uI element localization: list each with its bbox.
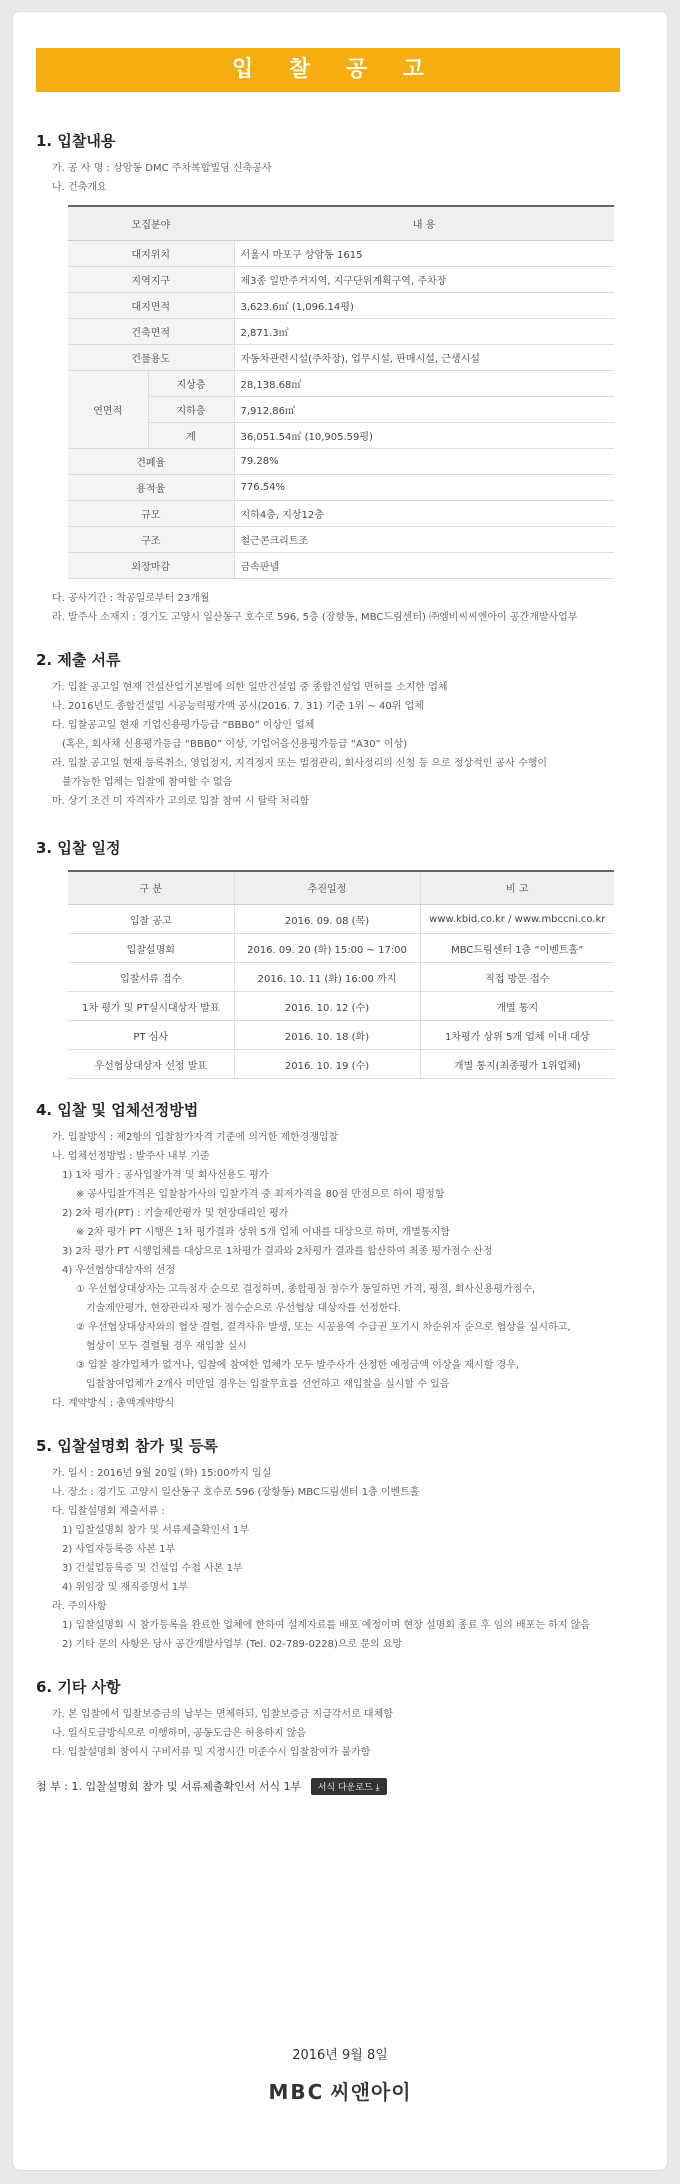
attachment-line <box>36 1778 632 1795</box>
list-item: 협상이 모두 결렬될 경우 재입찰 실시 <box>86 1341 247 1352</box>
table-row <box>68 370 614 396</box>
row-value: 776.54% <box>234 474 614 500</box>
section-schedule <box>36 837 632 1080</box>
list-item: 다. 입찰공고일 현재 기업신용평가등급 “BBB0” 이상인 업체 <box>52 719 315 731</box>
list-item: (혹은, 회사채 신용평가등급 “BBB0” 이상, 기업어음신용평가등급 “A30” 이상) <box>62 738 408 750</box>
section-documents <box>36 649 632 811</box>
table-cell: 2016. 09. 08 (목) <box>234 905 420 934</box>
section-briefing-registration <box>36 1435 632 1654</box>
list-item: 3) 건설업등록증 및 건설업 수첩 사본 1부 <box>62 1563 243 1574</box>
table-cell: 2016. 10. 11 (화) 16:00 까지 <box>234 963 420 992</box>
list-item: 나. 2016년도 종합건설업 시공능력평가액 공시(2016. 7. 31) 기준 1위 ~ 40위 업체 <box>52 700 424 712</box>
row-value: 서울시 마포구 상암동 1615 <box>234 240 614 266</box>
row-label: 계 <box>148 422 234 448</box>
row-label: 대지위치 <box>68 240 234 266</box>
column-header: 비 고 <box>420 871 614 905</box>
row-value: 28,138.68㎡ <box>234 370 614 396</box>
list-item: 4) 우선협상대상자의 선정 <box>62 1265 176 1276</box>
list-item: ② 우선협상대상자와의 협상 결렬, 결격사유 발생, 또는 시공용역 수급권 포기시 차순위자 순으로 협상을 실시하고, <box>76 1322 571 1333</box>
table-row <box>68 448 614 474</box>
table-cell: 2016. 10. 18 (화) <box>234 1021 420 1050</box>
section-title: 1. 입찰내용 <box>36 132 116 150</box>
list-item: 나. 업체선정방법 : 발주사 내부 기준 <box>52 1151 210 1162</box>
table-cell: 직접 방문 접수 <box>420 963 614 992</box>
table-row <box>68 552 614 578</box>
table-cell: 개별 통지(최종평가 1위업체) <box>420 1050 614 1079</box>
list-item: ① 우선협상대상자는 고득점자 순으로 결정하며, 종합평점 점수가 동일하면 가격, 평점, 회사신용평가점수, <box>76 1284 536 1295</box>
table-cell: 우선협상대상자 선정 발표 <box>68 1050 234 1079</box>
list-item: 마. 상기 조건 미 자격자가 고의로 입찰 참여 시 탈락 처리함 <box>52 795 310 807</box>
table-row <box>68 992 614 1021</box>
list-item: 입찰참여업체가 2개사 미만일 경우는 입찰무효를 선언하고 재입찰을 실시할 수 있음 <box>86 1379 450 1390</box>
mbc-cni-logo <box>0 2076 680 2105</box>
row-value: 철근콘크리트조 <box>234 526 614 552</box>
table-cell: 1차평가 상위 5개 업체 이내 대상 <box>420 1021 614 1050</box>
row-label: 대지면적 <box>68 292 234 318</box>
column-header: 모집분야 <box>68 206 234 240</box>
list-item: ※ 공사입찰가격은 입찰참가사의 입찰가격 중 최저가격을 80점 만점으로 하여 평정함 <box>76 1189 445 1200</box>
list-item: 1) 입찰설명회 시 참가등록을 완료한 업체에 한하여 설계자료를 배포 예정이며 현장 설명회 종료 후 임의 배포는 하지 않음 <box>62 1620 590 1631</box>
section-title: 3. 입찰 일정 <box>36 838 121 857</box>
section-misc <box>36 1676 632 1762</box>
list-item: 1) 1차 평가 : 공사입찰가격 및 회사신용도 평가 <box>62 1170 269 1181</box>
list-item: 2) 2차 평가(PT) : 기술제안평가 및 현장대리인 평가 <box>62 1208 289 1219</box>
list-item: ③ 입찰 참가업체가 없거나, 입찰에 참여한 업체가 모두 발주사가 산정한 예정금액 이상을 제시할 경우, <box>76 1360 520 1371</box>
table-cell: MBC드림센터 1층 “이벤트홀” <box>420 934 614 963</box>
table-cell: 2016. 10. 19 (수) <box>234 1050 420 1079</box>
building-overview-table <box>68 205 614 579</box>
row-label: 외장마감 <box>68 552 234 578</box>
list-item: 다. 계약방식 : 총액계약방식 <box>52 1398 175 1409</box>
table-row <box>68 1050 614 1079</box>
table-row <box>68 934 614 963</box>
table-row <box>68 474 614 500</box>
list-item: 2) 사업자등록증 사본 1부 <box>62 1544 176 1555</box>
row-label: 지상층 <box>148 370 234 396</box>
table-cell: 1차 평가 및 PT실시대상자 발표 <box>68 992 234 1021</box>
table-row <box>68 266 614 292</box>
table-cell: www.kbid.co.kr / www.mbccni.co.kr <box>420 905 614 934</box>
row-label: 건물용도 <box>68 344 234 370</box>
table-row <box>68 500 614 526</box>
list-item: 1) 입찰설명회 참가 및 서류제출확인서 1부 <box>62 1525 250 1536</box>
row-label: 건축면적 <box>68 318 234 344</box>
table-row <box>68 292 614 318</box>
logo-mbc-text: MBC <box>268 2080 325 2104</box>
section-title: 2. 제출 서류 <box>36 650 121 669</box>
table-cell: 입찰서류 접수 <box>68 963 234 992</box>
list-item: 다. 입찰설명회 참여시 구비서류 및 지정시간 미준수시 입찰참여가 불가함 <box>52 1747 371 1758</box>
row-value: 79.28% <box>234 448 614 474</box>
section-bid-content <box>36 130 632 627</box>
table-row <box>68 240 614 266</box>
row-label: 지하층 <box>148 396 234 422</box>
table-row <box>68 318 614 344</box>
row-label: 건폐율 <box>68 448 234 474</box>
form-download-button[interactable]: 서식 다운로드 ⤓ <box>311 1778 387 1795</box>
table-row <box>68 905 614 934</box>
list-item: 라. 주의사항 <box>52 1601 107 1612</box>
row-value: 7,912.86㎡ <box>234 396 614 422</box>
list-item: 기술제안평가, 현장관리자 평가 점수순으로 우선협상 대상자를 선정한다. <box>86 1303 402 1314</box>
section-selection-method <box>36 1099 632 1413</box>
section-title: 4. 입찰 및 업체선정방법 <box>36 1101 199 1119</box>
row-value: 지하4층, 지상12층 <box>234 500 614 526</box>
project-name: 가. 공 사 명 : 상암동 DMC 주차복합빌딩 신축공사 <box>52 163 272 174</box>
row-label: 구조 <box>68 526 234 552</box>
row-value: 금속판넬 <box>234 552 614 578</box>
row-label: 지역지구 <box>68 266 234 292</box>
table-row <box>68 422 614 448</box>
list-item: 다. 입찰설명회 제출서류 : <box>52 1506 165 1517</box>
table-cell: 입찰 공고 <box>68 905 234 934</box>
list-item: 라. 입찰 공고일 현재 등록취소, 영업정지, 지격정지 또는 법정관리, 회사정리의 신청 등 으로 정상적인 공사 수행이 <box>52 757 548 769</box>
logo-name-text: 씨앤아이 <box>330 2080 412 2104</box>
column-header: 내 용 <box>234 206 614 240</box>
table-cell: 개별 통지 <box>420 992 614 1021</box>
column-header: 구 분 <box>68 871 234 905</box>
notice-content <box>36 130 632 1795</box>
list-item: ※ 2차 평가 PT 시행은 1차 평가결과 상위 5개 업체 이내를 대상으로 하며, 개별통지함 <box>76 1227 450 1238</box>
list-item: 가. 입찰 공고일 현재 건설산업기본법에 의한 일반건설업 중 종합건설업 면허를 소지한 업체 <box>52 681 448 693</box>
section-title: 5. 입찰설명회 참가 및 등록 <box>36 1437 218 1455</box>
building-overview-label: 나. 건축개요 <box>52 182 107 193</box>
column-header: 추진일정 <box>234 871 420 905</box>
table-row <box>68 1021 614 1050</box>
construction-period: 다. 공사기간 : 착공일로부터 23개월 <box>52 592 210 604</box>
table-cell: 2016. 09. 20 (화) 15:00 ~ 17:00 <box>234 934 420 963</box>
row-group-label: 연면적 <box>68 370 148 448</box>
table-cell: 2016. 10. 12 (수) <box>234 992 420 1021</box>
table-row <box>68 526 614 552</box>
table-cell: PT 심사 <box>68 1021 234 1050</box>
page-title: 입 찰 공 고 <box>36 48 620 92</box>
attachment-text: 첨 부 : 1. 입찰설명회 참가 및 서류제출확인서 서식 1부 <box>36 1780 302 1793</box>
schedule-table <box>68 870 614 1080</box>
list-item: 3) 2차 평가 PT 시행업체를 대상으로 1차평가 결과와 2차평가 결과를 합산하여 최종 평가점수 산정 <box>62 1246 493 1257</box>
table-row <box>68 963 614 992</box>
client-address: 라. 발주사 소재지 : 경기도 고양시 일산동구 호수로 596, 5층 (장항동, MBC드림센터) ㈜엠비씨씨엔아이 공간개발사업부 <box>52 611 578 623</box>
table-row <box>68 344 614 370</box>
row-value: 제3종 일반주거지역, 지구단위계획구역, 주차장 <box>234 266 614 292</box>
table-row <box>68 396 614 422</box>
row-value: 3,623.6㎡ (1,096.14평) <box>234 292 614 318</box>
list-item: 가. 일시 : 2016년 9월 20일 (화) 15:00까지 입실 <box>52 1468 272 1479</box>
row-value: 2,871.3㎡ <box>234 318 614 344</box>
list-item: 2) 기타 문의 사항은 당사 공간개발사업부 (Tel. 02-789-0228)으로 문의 요망 <box>62 1639 403 1650</box>
table-header-row <box>68 871 614 905</box>
notice-date: 2016년 9월 8일 <box>292 2048 388 2063</box>
list-item: 가. 입찰방식 : 제2항의 입찰참가자격 기준에 의거한 제한경쟁입찰 <box>52 1132 339 1143</box>
list-item: 나. 일식도급방식으로 이행하며, 공동도급은 허용하지 않음 <box>52 1728 307 1739</box>
section-title: 6. 기타 사항 <box>36 1678 121 1696</box>
row-label: 용적율 <box>68 474 234 500</box>
row-label: 규모 <box>68 500 234 526</box>
list-item: 4) 위임장 및 재직증명서 1부 <box>62 1582 188 1593</box>
list-item: 나. 장소 : 경기도 고양시 일산동구 호수로 596 (장항동) MBC드림센터 1층 이벤트홀 <box>52 1487 420 1498</box>
list-item: 불가능한 업체는 입찰에 참여할 수 없음 <box>62 776 233 788</box>
table-header-row <box>68 206 614 240</box>
list-item: 가. 본 입찰에서 입찰보증금의 납부는 면제하되, 입찰보증금 지급각서로 대체함 <box>52 1709 393 1720</box>
row-value: 자동차관련시설(주차장), 업무시설, 판매시설, 근생시설 <box>234 344 614 370</box>
row-value: 36,051.54㎡ (10,905.59평) <box>234 422 614 448</box>
table-cell: 입찰설명회 <box>68 934 234 963</box>
